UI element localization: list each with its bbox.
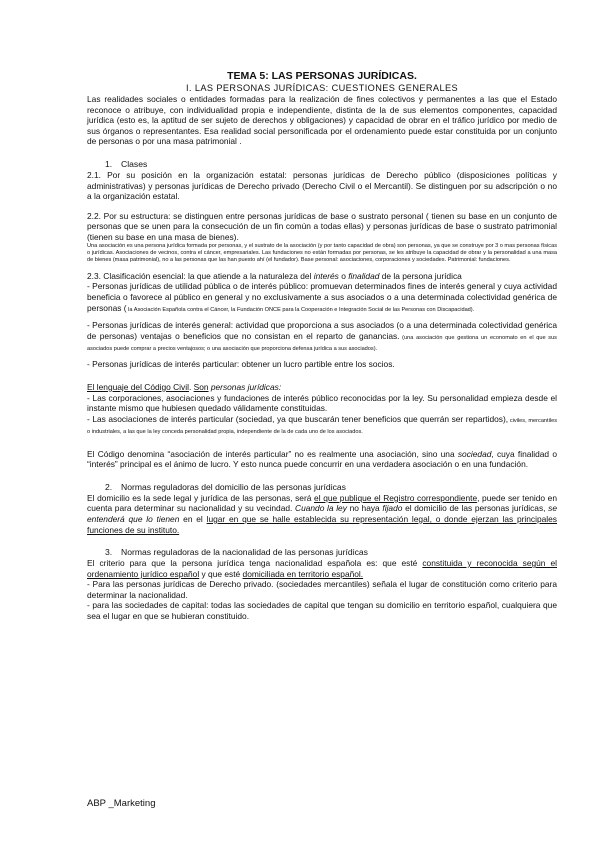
domicilio-paragraph: El domicilio es la sede legal y jurídica de las personas, será el que publique el Registro correspondiente, puede ser tenido en cuenta para determinar su nacionalidad y su vecindad. Cuando la ley no haya fijado el domicilio de las personas jurídicas, se entenderá que lo tienen en el lugar en que se halle establecida su representación legal, o donde ejerzan las principales funciones de su instituto. [87,492,557,535]
codigo-civil-item-2: - Las asociaciones de interés particular (sociedad, ya que buscarán tener beneficios que querrán ser repartidos), civiles, mercantiles o industriales, a las que la ley conceda personalidad propia, independiente de la de cada uno de los asociados. [87,413,557,436]
paragraph-2-1: 2.1. Por su posición en la organización estatal: personas jurídicas de Derecho público (disposiciones políticas y administrativas) y personas jurídicas de Derecho privado (Derecho Civil o el Mercantil). Se distinguen por su adscripción o no a la organización estatal. [87,169,557,202]
codigo-civil-heading: El lenguaje del Código Civil. Son personas jurídicas: [87,381,282,392]
asociacion-paragraph: El Código denomina “asociación de interés particular” no es realmente una asociación, sino una sociedad, cuya finalidad o “interés” principal es el ánimo de lucro. Y esto nunca puede concurrir en una verdadera asociación o en una fundación. [87,448,557,470]
section-subtitle: I. LAS PERSONAS JURÍDICAS: CUESTIONES GENERALES [185,83,459,93]
section-1-heading: 1. Clases [105,158,148,169]
paragraph-2-3: 2.3. Clasificación esencial: la que atiende a la naturaleza del interés o finalidad de la persona jurídica [87,270,462,281]
section-3-heading: 3. Normas reguladoras de la nacionalidad de las personas jurídicas [105,547,368,558]
utilidad-publica-item: - Personas jurídicas de utilidad pública o de interés público: promuevan determinados fines de interés general y cuya actividad beneficia o favorece al público en general y no exclusivamente a sus asociados o a una determinada colectividad genérica de personas ( la Asociación Española contra el Cáncer, la Fundación ONCE para la Cooperación e Integración Social de las Personas con Discapacidad). [87,281,557,313]
nacionalidad-item-2: - para las sociedades de capital: todas las sociedades de capital que tengan su domicilio en territorio español, cualquiera que sea el lugar en que se hubieran constituido. [87,600,557,622]
nacionalidad-item-1: - Para las personas jurídicas de Derecho privado. (sociedades mercantiles) señala el lugar de constitución como criterio para determinar la nacionalidad. [87,579,557,600]
nacionalidad-paragraph: El criterio para que la persona jurídica tenga nacionalidad española es: que esté constituida y reconocida según el ordenamiento jurídico español y que esté domiciliada en territorio español. [87,558,557,579]
interes-general-item: - Personas jurídicas de interés general: actividad que proporciona a sus asociados (o a una determinada colectividad genérica de personas) ventajas o beneficios que no consistan en el reparto de ganancias. (una asociación que gestiona un economato en el que sus asociados puede comprar a precios ventajosos; o una asociación que proporciona defensa jurídica a sus asociados). [87,319,557,352]
interes-particular-item: - Personas jurídicas de interés particular: obtener un lucro partible entre los socios. [87,359,395,370]
page-footer: ABP _Marketing [87,798,156,809]
paragraph-2-2-note: Una asociación es una persona jurídica formada por personas, y el sustrato de la asociación (y por tanto capacidad de obra) son personas, ya que se construye por 3 o mas personas físicas o jurídicas. Asociaciones de vecinos, contra el cáncer, empresariales. Las fundaciones no están formadas por personas, se les atribuye la capacidad de obrar y la personalidad a una masa de bienes (masa patrimonial), no a las personas que las han puesto ahí (el fundador). Base personal: asociaciones, corporaciones y sociedades. Patrimonial: fundaciones. [87,242,557,264]
page-title: TEMA 5: LAS PERSONAS JURÍDICAS. [227,70,417,82]
paragraph-2-2: 2.2. Por su estructura: se distinguen entre personas jurídicas de base o sustrato personal ( tienen su base en un conjunto de personas que se unen para la consecución de un fin común a todas ellas) y personas jurídicas de base o sustrato patrimonial (tienen su base en una masa de bienes). [87,210,557,242]
section-2-heading: 2. Normas reguladoras del domicilio de las personas jurídicas [105,481,346,492]
document-page [87,70,557,622]
intro-paragraph: Las realidades sociales o entidades formadas para la realización de fines colectivos y permanentes a las que el Estado reconoce o atribuye, con individualidad propia e independiente, distinta de la de sus elementos componentes, capacidad jurídica (esto es, la aptitud de ser sujeto de derechos y obligaciones) y capacidad de obrar en el tráfico jurídico por medio de sus órganos o representantes. Esa realidad social personificada por el ordenamiento puede estar constituida por un conjunto de personas o por una masa patrimonial . [87,94,557,147]
codigo-civil-item-1: - Las corporaciones, asociaciones y fundaciones de interés público reconocidas por la ley. Su personalidad empieza desde el instante mismo que hubiesen quedado válidamente constituidas. [87,392,557,414]
